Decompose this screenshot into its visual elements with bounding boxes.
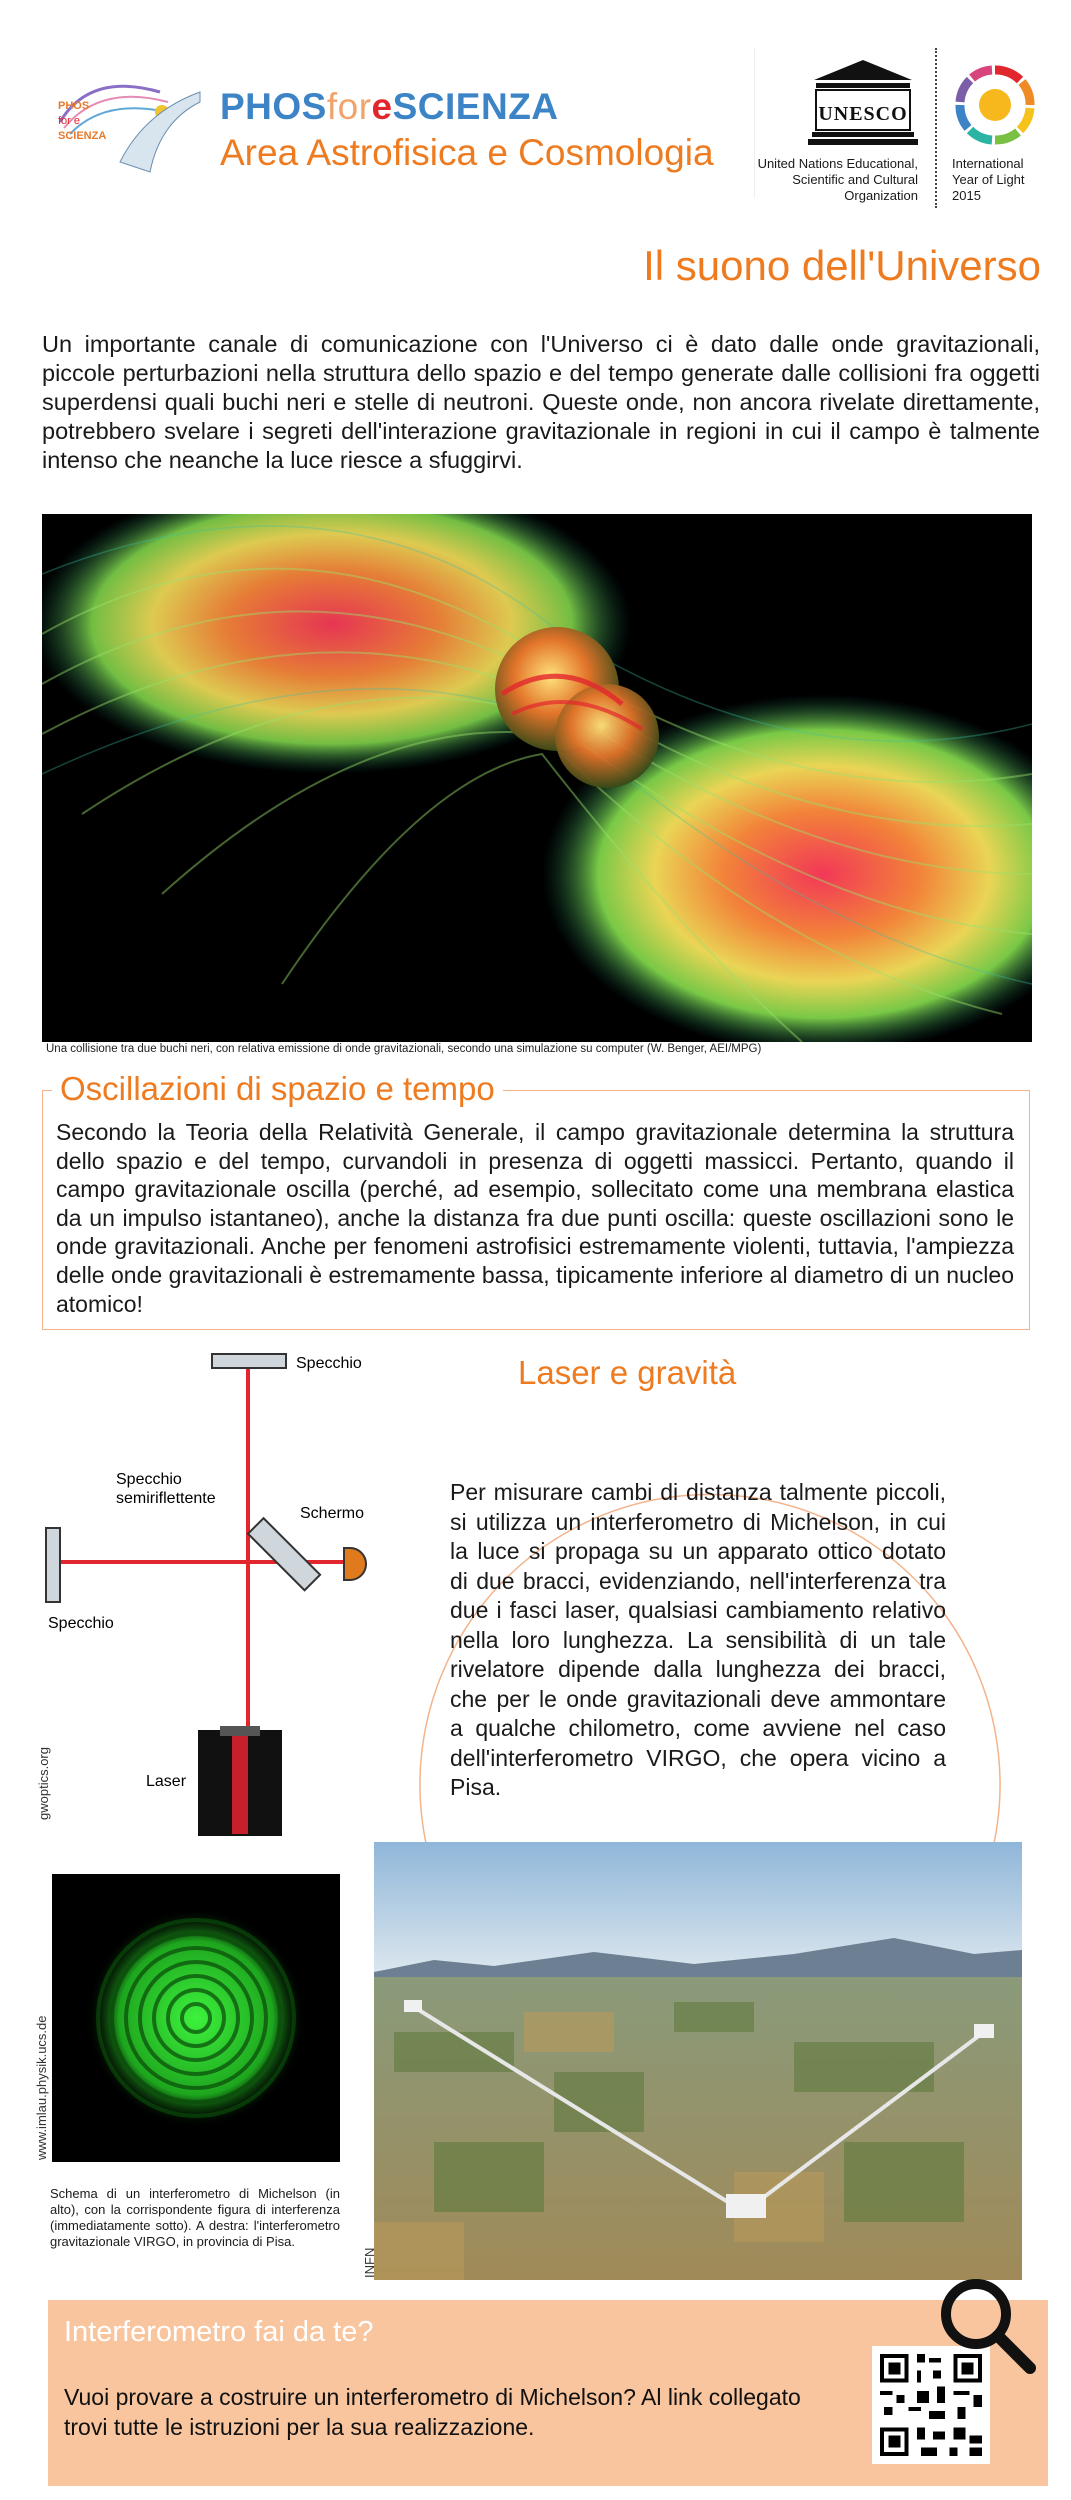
unesco-logo — [808, 58, 918, 148]
oscillations-title: Oscillazioni di spazio e tempo — [52, 1070, 503, 1108]
intro-paragraph: Un importante canale di comunicazione con l'Universo ci è dato dalle onde gravitazionali, piccole perturbazioni nella struttura dello spazio e del tempo generate dalle collisioni fra oggetti superdensi quali buchi neri e stelle di neutroni. Queste onde, non ancora rivelate direttamente, potrebbero svelare i segreti dell'interazione gravitazionale in regioni in cui il campo è talmente intenso che neanche la luce riesce a sfuggirvi. — [42, 331, 1040, 473]
black-hole-collision-image — [42, 514, 1032, 1042]
brand-part-scienza: SCIENZA — [392, 86, 559, 127]
oscillations-text: Secondo la Teoria della Relatività Generale, il campo gravitazionale determina la struttura dello spazio e del tempo, curvandoli in presenza di oggetti massicci. Pertanto, quando il campo gravitazionale oscilla (perché, ad esempio, sollecitato come una membrana elastica da un impulso istantaneo), anche la distanza fra due punti oscilla: queste oscillazioni sono le onde gravitazionali. Anche per fenomeni astrofisici estremamente violenti, tuttavia, l'ampiezza delle onde gravitazionali è estremamente bassa, tipicamente inferiore al diametro di un nucleo atomico! — [56, 1119, 1014, 1317]
brand-part-for: for — [326, 86, 372, 127]
label-mirror-left: Specchio — [48, 1615, 114, 1632]
brand-title — [220, 86, 559, 128]
label-screen: Schermo — [300, 1505, 365, 1522]
label-mirror-top: Specchio — [296, 1355, 362, 1372]
logo-text-2: for e — [58, 115, 81, 127]
label-beam-splitter-2: semiriflettente — [116, 1490, 216, 1507]
virgo-aerial-photo — [374, 1842, 1022, 2280]
diy-title: Interferometro fai da te? — [64, 2316, 374, 2348]
diy-text: Vuoi provare a costruire un interferometro di Michelson? Al link collegato trovi tutte le istruzioni per la sua realizzazione. — [64, 2384, 801, 2440]
michelson-diagram — [40, 1350, 400, 1840]
brand-part-e: e — [371, 86, 393, 127]
credit-infn: INFN — [362, 2247, 377, 2278]
page-title: Il suono dell'Universo — [643, 242, 1041, 289]
credit-imlau: www.imlau.physik.ucs.de — [34, 2015, 49, 2160]
label-beam-splitter-1: Specchio — [116, 1471, 182, 1488]
credit-gwoptics: gwoptics.org — [36, 1747, 51, 1820]
iyl-label: International Year of Light 2015 — [952, 156, 1025, 203]
laser-text: Per misurare cambi di distanza talmente piccoli, si utilizza un interferometro di Michelson, in cui la luce si propaga su un apparato ottico dotato di due bracci, evidenziando, nell'interferenza tra due i fasci laser, qualsiasi cambiamento relativo nella loro lunghezza. La sensibilità di un tale rivelatore dipende dalla lunghezza dei bracci, che per le onde gravitazionali deve ammontare a qualche chilometro, come avviene nel caso dell'interferometro VIRGO, che opera vicino a Pisa. — [450, 1479, 946, 1800]
logo-text-1: PHOS — [58, 100, 90, 112]
area-subtitle: Area Astrofisica e Cosmologia — [220, 132, 714, 173]
label-laser: Laser — [146, 1773, 187, 1790]
phos-logo — [50, 62, 210, 182]
brand-part-phos: PHOS — [220, 86, 327, 127]
schema-caption: Schema di un interferometro di Michelson (in alto), con la corrispondente figura di interferenza (immediatamente sotto). A destra: l'interferometro gravitazionale VIRGO, in provincia di Pisa. — [50, 2186, 340, 2249]
dotted-divider — [935, 48, 937, 208]
logo-text-3: SCIENZA — [58, 130, 107, 142]
magnifier-icon — [930, 2268, 1042, 2380]
hero-caption: Una collisione tra due buchi neri, con relativa emissione di onde gravitazionali, secondo una simulazione su computer (W. Benger, AEI/MPG) — [46, 1043, 762, 1055]
unesco-org-name: United Nations Educational, Scientific and Cultural Organization — [757, 156, 918, 203]
laser-title: Laser e gravità — [518, 1354, 737, 1391]
interference-pattern-image — [52, 1874, 340, 2162]
iyl-logo-icon — [950, 60, 1040, 150]
unesco-logo-text: UNESCO — [818, 103, 908, 125]
